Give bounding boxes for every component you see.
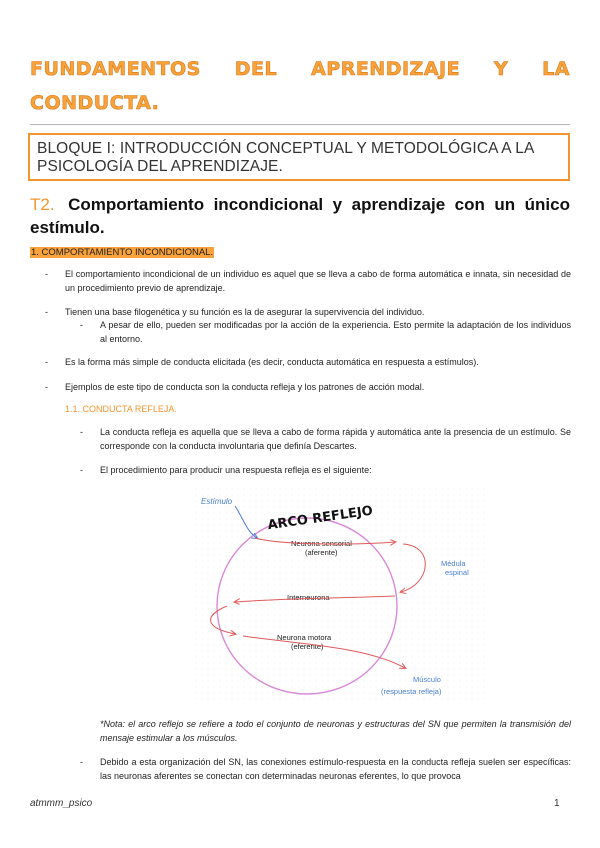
bloque-heading-box: [28, 133, 570, 181]
bullet-dash: -: [80, 465, 83, 475]
bullet-dash: -: [80, 427, 83, 437]
label-neurona-motora-sub: (eferente): [291, 642, 324, 651]
sub-list-item-text: A pesar de ello, pueden ser modificadas por la acción de la experiencia. Esto permite la adaptación de los individuos al entorno.: [100, 320, 571, 344]
bullet-dash: -: [45, 382, 48, 392]
title-line-2: CONDUCTA.: [30, 92, 160, 114]
label-respuesta: (respuesta refleja): [381, 687, 442, 696]
diagram-note: *Nota: el arco reflejo se refiere a todo el conjunto de neuronas y estructuras del SN que permiten la transmisión del mensaje estimular a los músculos.: [100, 719, 571, 743]
topic-number: T2.: [30, 195, 55, 214]
topic-heading: [30, 193, 570, 239]
diagram-title: ARCO REFLEJO: [266, 503, 374, 534]
list-item-text: Debido a esta organización del SN, las conexiones estímulo-respuesta en la conducta refleja suelen ser específicas: las neuronas aferentes se conectan con determinadas neuronas eferentes, lo que provoca: [100, 757, 571, 781]
footer-author: atmmm_psico: [30, 798, 93, 809]
label-neurona-sensorial-sub: (aferente): [305, 548, 338, 557]
sub-list-item: [80, 319, 571, 346]
list-item: [80, 426, 571, 453]
subsection-heading: 1.1. CONDUCTA REFLEJA.: [65, 404, 177, 414]
document-title: [30, 52, 570, 120]
title-divider: [30, 124, 570, 125]
list-item: [45, 356, 571, 370]
label-medula: Médula: [441, 559, 466, 568]
bullet-dash: -: [80, 757, 83, 767]
bullet-dash: -: [45, 269, 48, 279]
list-item: [45, 306, 571, 320]
label-musculo: Músculo: [413, 675, 441, 684]
bullet-dash: -: [45, 357, 48, 367]
list-item: [80, 464, 571, 478]
list-item-text: Ejemplos de este tipo de conducta son la conducta refleja y los patrones de acción modal.: [65, 382, 425, 392]
list-item: [45, 381, 571, 395]
label-neurona-motora: Neurona motora: [277, 633, 332, 642]
list-item: [80, 756, 571, 783]
title-line-1: FUNDAMENTOS DEL APRENDIZAJE Y LA: [30, 58, 570, 80]
bullet-dash: -: [45, 307, 48, 317]
section-heading: [30, 246, 214, 259]
topic-title: Comportamiento incondicional y aprendizaje con un único estímulo.: [30, 195, 570, 237]
bullet-dash: -: [80, 320, 83, 330]
list-item: [45, 268, 571, 295]
list-item-text: Es la forma más simple de conducta elicitada (es decir, conducta automática en respuesta a estímulos).: [65, 357, 479, 367]
bloque-heading: BLOQUE I: INTRODUCCIÓN CONCEPTUAL Y METODOLÓGICA A LA PSICOLOGÍA DEL APRENDIZAJE.: [37, 140, 534, 175]
page-number: 1: [554, 798, 560, 809]
label-neurona-sensorial: Neurona sensorial: [291, 539, 352, 548]
label-espinal: espinal: [445, 568, 469, 577]
label-interneurona: Interneurona: [287, 593, 330, 602]
list-item-text: Tienen una base filogenética y su función es la de asegurar la supervivencia del individuo.: [65, 307, 425, 317]
list-item-text: La conducta refleja es aquella que se lleva a cabo de forma rápida y automática ante la presencia de un estímulo. Se corresponde con la conducta involuntaria que definía Descartes.: [100, 427, 571, 451]
section-heading-text: 1. COMPORTAMIENTO INCONDICIONAL.: [31, 247, 214, 258]
reflex-arc-diagram: [195, 488, 485, 703]
label-estimulo: Estímulo: [201, 497, 233, 506]
list-item-text: El procedimiento para producir una respuesta refleja es el siguiente:: [100, 465, 372, 475]
list-item-text: El comportamiento incondicional de un individuo es aquel que se lleva a cabo de forma automática e innata, sin necesidad de un procedimiento previo de aprendizaje.: [65, 269, 571, 293]
